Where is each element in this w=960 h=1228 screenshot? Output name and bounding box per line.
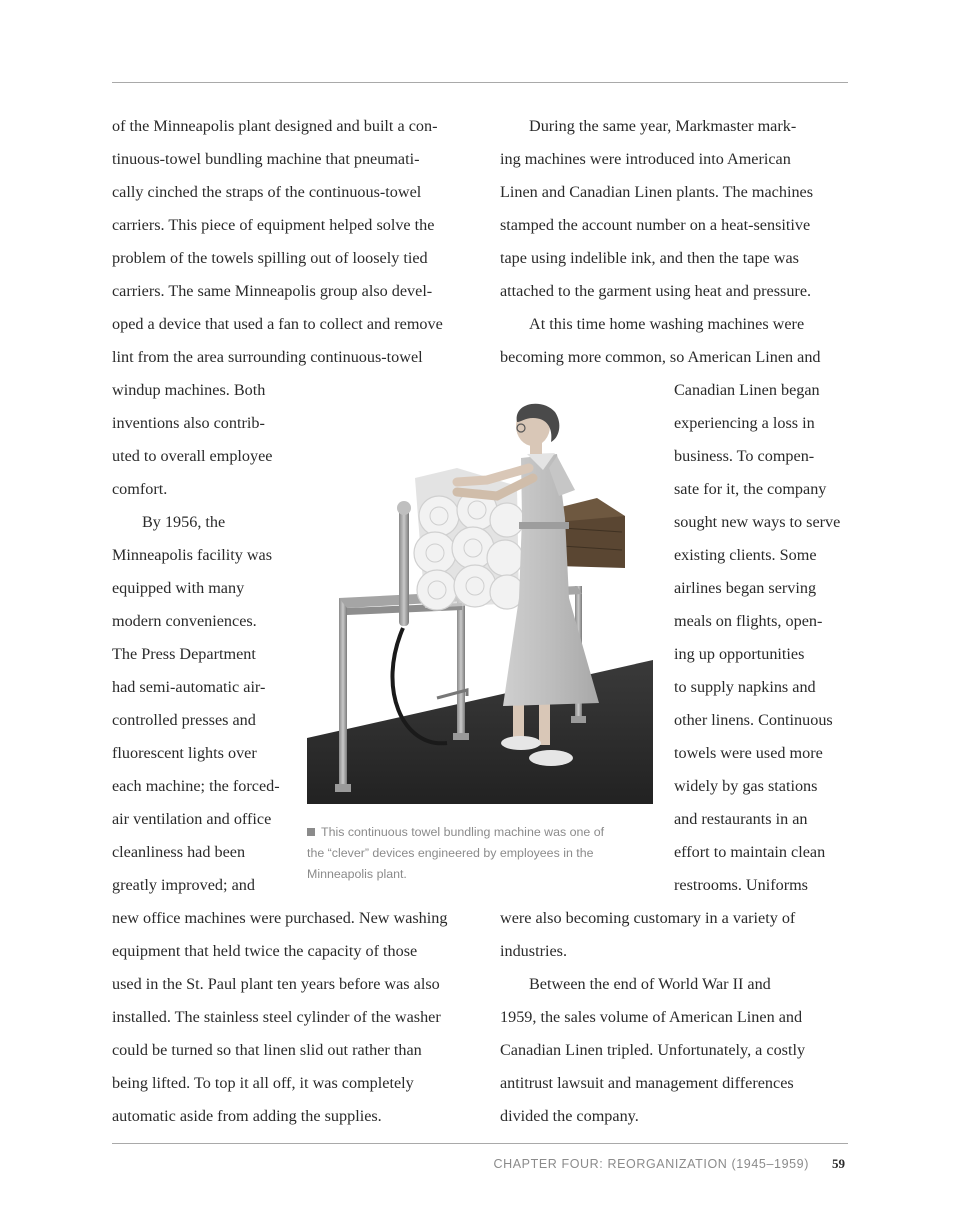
body-line: and restaurants in an [674,810,808,828]
body-line: cleanliness had been [112,843,246,861]
body-line: towels were used more [674,744,823,762]
body-line: equipped with many [112,579,245,597]
caption-bullet-icon [307,828,315,836]
body-line: greatly improved; and [112,876,255,894]
body-line: carriers. This piece of equipment helped solve the [112,216,435,234]
body-line: stamped the account number on a heat-sensitive [500,216,811,234]
body-line: controlled presses and [112,711,256,729]
body-line: divided the company. [500,1107,639,1125]
caption-line: This continuous towel bundling machine was one of [307,822,627,843]
caption-line: the “clever” devices engineered by employees in the [307,846,594,860]
body-line: cally cinched the straps of the continuous-towel [112,183,422,201]
body-line: meals on flights, open- [674,612,823,630]
body-line: ing machines were introduced into American [500,150,791,168]
body-line: modern conveniences. [112,612,257,630]
body-line: tinuous-towel bundling machine that pneumati- [112,150,420,168]
body-line: new office machines were purchased. New washing [112,909,448,927]
body-line: used in the St. Paul plant ten years before was also [112,975,440,993]
body-line: tape using indelible ink, and then the tape was [500,249,799,267]
body-line: During the same year, Markmaster mark- [529,117,797,135]
top-rule [112,82,848,83]
body-line: restrooms. Uniforms [674,876,808,894]
body-line: being lifted. To top it all off, it was completely [112,1074,414,1092]
body-line: each machine; the forced- [112,777,280,795]
body-line: automatic aside from adding the supplies. [112,1107,382,1125]
body-line: industries. [500,942,567,960]
body-line: By 1956, the [142,513,226,531]
body-line: problem of the towels spilling out of loosely tied [112,249,428,267]
body-line: had semi-automatic air- [112,678,266,696]
body-line: attached to the garment using heat and pressure. [500,282,812,300]
body-line: At this time home washing machines were [529,315,805,333]
body-line: widely by gas stations [674,777,818,795]
body-line: experiencing a loss in [674,414,815,432]
body-line: fluorescent lights over [112,744,257,762]
body-line: Canadian Linen tripled. Unfortunately, a costly [500,1041,806,1059]
body-line: sate for it, the company [674,480,827,498]
running-head: CHAPTER FOUR: REORGANIZATION (1945–1959) [493,1157,809,1171]
body-line: other linens. Continuous [674,711,833,729]
body-line: becoming more common, so American Linen and [500,348,821,366]
body-line: of the Minneapolis plant designed and built a con- [112,117,438,135]
body-line: to supply napkins and [674,678,816,696]
body-line: Minneapolis facility was [112,546,273,564]
body-line: lint from the area surrounding continuous-towel [112,348,423,366]
body-line: oped a device that used a fan to collect and remove [112,315,443,333]
body-line: uted to overall employee [112,447,273,465]
body-line: comfort. [112,480,168,498]
body-line: sought new ways to serve [674,513,841,531]
figure-photo [307,398,653,804]
body-line: airlines began serving [674,579,817,597]
bottom-rule [112,1143,848,1144]
body-line: ing up opportunities [674,645,805,663]
body-line: installed. The stainless steel cylinder of the washer [112,1008,441,1026]
page-number: 59 [832,1156,845,1171]
figure-caption [307,822,627,885]
body-line: could be turned so that linen slid out rather than [112,1041,422,1059]
body-line: windup machines. Both [112,381,266,399]
body-line: Between the end of World War II and [529,975,771,993]
body-line: were also becoming customary in a variety of [500,909,796,927]
body-line: air ventilation and office [112,810,272,828]
body-line: effort to maintain clean [674,843,826,861]
body-line: Linen and Canadian Linen plants. The machines [500,183,814,201]
body-line: antitrust lawsuit and management differences [500,1074,794,1092]
body-line: inventions also contrib- [112,414,265,432]
body-line: carriers. The same Minneapolis group also devel- [112,282,433,300]
body-line: 1959, the sales volume of American Linen and [500,1008,803,1026]
body-line: Canadian Linen began [674,381,820,399]
body-line: equipment that held twice the capacity of those [112,942,418,960]
body-line: The Press Department [112,645,256,663]
caption-line: Minneapolis plant. [307,867,407,881]
body-line: business. To compen- [674,447,815,465]
body-line: existing clients. Some [674,546,817,564]
